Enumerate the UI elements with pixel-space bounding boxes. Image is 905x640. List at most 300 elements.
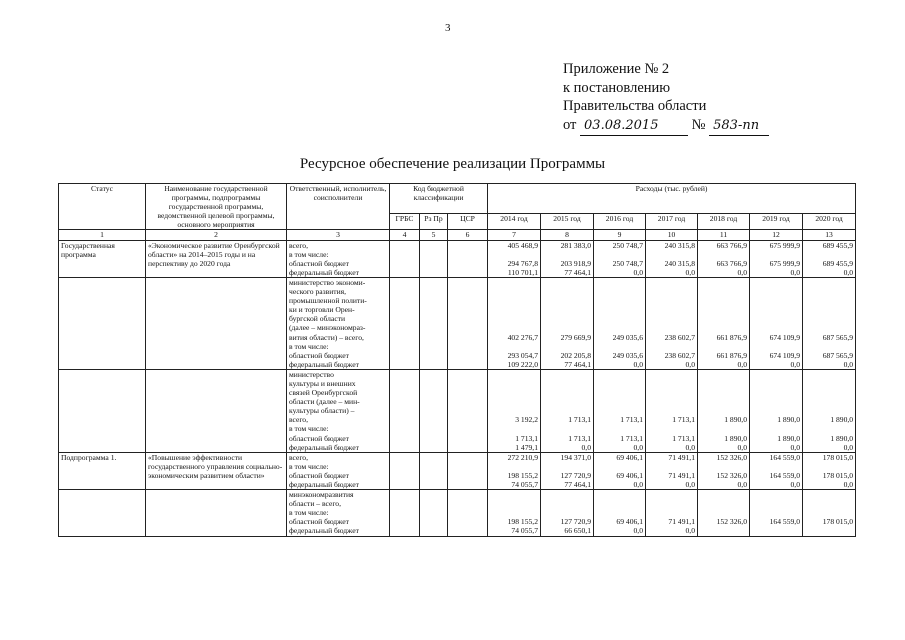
expense-value: 74 055,7 <box>511 526 538 536</box>
row-year-values <box>698 277 750 369</box>
row-year-values <box>698 490 750 536</box>
expense-value: 152 326,0 <box>716 452 747 462</box>
responsible-line: области (далее – мин- <box>289 397 360 407</box>
table-row <box>59 452 856 489</box>
expense-value: 71 491,1 <box>668 452 695 462</box>
expense-value <box>700 388 747 397</box>
expense-value <box>543 342 591 351</box>
expense-value <box>700 323 747 332</box>
expense-value: 1 713,1 <box>620 433 643 443</box>
expense-value: 0,0 <box>843 359 854 369</box>
expense-value <box>805 397 853 406</box>
expense-value <box>805 462 853 471</box>
expense-value: 661 876,9 <box>716 332 747 342</box>
row-csr <box>448 277 488 369</box>
expense-value <box>700 342 747 351</box>
expense-value <box>700 526 747 535</box>
expense-value: 238 602,7 <box>664 350 695 360</box>
expense-value: 77 464,1 <box>564 480 591 489</box>
expense-value <box>805 287 853 296</box>
expense-value: 281 383,0 <box>560 240 591 250</box>
row-grbs <box>390 240 420 277</box>
expense-value <box>596 323 643 332</box>
responsible-line: бургской области <box>289 314 346 324</box>
expense-value: 127 720,9 <box>560 517 591 527</box>
responsible-line: областной бюджет <box>289 470 349 480</box>
expense-value: 1 890,0 <box>777 415 800 425</box>
responsible-line: министерство <box>289 369 334 379</box>
expense-value <box>648 424 695 433</box>
row-year-values <box>594 277 646 369</box>
expense-value <box>805 250 853 259</box>
header-csr: ЦСР <box>448 214 488 230</box>
expense-value: 687 565,9 <box>822 350 854 360</box>
expense-value: 127 720,9 <box>560 470 591 480</box>
row-year-values <box>750 369 803 452</box>
page-number: 3 <box>445 22 451 34</box>
expense-value <box>648 462 695 471</box>
responsible-line: областной бюджет <box>289 433 349 443</box>
expense-value <box>805 305 853 314</box>
row-year-values <box>541 240 594 277</box>
row-year-values <box>488 240 541 277</box>
expense-value: 250 748,7 <box>612 240 643 250</box>
expense-value <box>596 287 643 296</box>
expense-value: 0,0 <box>633 480 643 489</box>
expense-value <box>752 397 800 406</box>
expense-value: 0,0 <box>737 442 747 452</box>
expense-value <box>596 342 643 351</box>
expense-value: 0,0 <box>790 267 800 277</box>
row-responsible <box>287 240 390 277</box>
header-responsible: Ответственный, исполнитель, соисполнители <box>287 184 390 230</box>
expense-value <box>700 397 747 406</box>
expense-value: 178 015,0 <box>822 517 854 527</box>
expense-value: 0,0 <box>685 359 695 369</box>
row-responsible <box>287 277 390 369</box>
expense-value: 663 766,9 <box>716 240 747 250</box>
expense-value: 0,0 <box>737 267 747 277</box>
expense-value: 293 054,7 <box>507 350 538 360</box>
expense-value <box>700 305 747 314</box>
expense-value: 250 748,7 <box>612 258 643 268</box>
expense-value <box>700 424 747 433</box>
expense-value <box>543 287 591 296</box>
resource-table <box>58 183 856 537</box>
expense-value <box>490 287 538 296</box>
expense-value: 203 918,9 <box>560 258 591 268</box>
expense-value <box>490 508 538 517</box>
row-year-values <box>541 277 594 369</box>
row-year-values <box>698 452 750 489</box>
row-year-values <box>803 452 856 489</box>
column-number: 12 <box>750 230 803 240</box>
responsible-line: федеральный бюджет <box>289 480 359 489</box>
row-grbs <box>390 490 420 536</box>
responsible-line: в том числе: <box>289 508 329 518</box>
expense-value <box>596 379 643 388</box>
expense-value <box>490 424 538 433</box>
expense-value <box>596 499 643 508</box>
row-grbs <box>390 369 420 452</box>
row-responsible <box>287 490 390 536</box>
responsible-line: всего, <box>289 240 308 250</box>
expense-value <box>805 370 853 379</box>
row-year-values <box>488 452 541 489</box>
expense-value: 0,0 <box>685 267 695 277</box>
expense-value <box>648 397 695 406</box>
header-program-name: Наименование государственной программы, подпрограммы государственной программы, ведомственной целевой программы, основного мероприятия <box>146 184 287 230</box>
expense-value <box>700 406 747 415</box>
expense-value <box>700 462 747 471</box>
expense-value <box>543 278 591 287</box>
expense-value: 74 055,7 <box>511 480 538 489</box>
responsible-line: федеральный бюджет <box>289 442 359 452</box>
row-year-values <box>488 490 541 536</box>
row-year-values <box>750 452 803 489</box>
expense-value: 1 713,1 <box>568 415 591 425</box>
expense-value <box>543 323 591 332</box>
expense-value <box>700 314 747 323</box>
expense-value: 240 315,8 <box>664 240 695 250</box>
expense-value <box>490 250 538 259</box>
expense-value: 69 406,1 <box>616 470 643 480</box>
expense-value <box>490 314 538 323</box>
expense-value <box>752 250 800 259</box>
appendix-line-1: Приложение № 2 <box>563 61 670 77</box>
expense-value: 661 876,9 <box>716 350 747 360</box>
expense-value <box>752 499 800 508</box>
column-number: 11 <box>698 230 750 240</box>
table-row <box>59 240 856 277</box>
column-number: 7 <box>488 230 541 240</box>
expense-value <box>648 370 695 379</box>
row-program-name <box>146 277 287 369</box>
expense-value: 0,0 <box>633 267 643 277</box>
row-status <box>59 369 146 452</box>
expense-value: 164 559,0 <box>769 452 800 462</box>
expense-value <box>700 278 747 287</box>
row-year-values <box>646 452 698 489</box>
expense-value <box>543 499 591 508</box>
row-rzpr <box>420 277 448 369</box>
responsible-line: федеральный бюджет <box>289 526 359 536</box>
expense-value: 71 491,1 <box>668 470 695 480</box>
expense-value <box>596 490 643 499</box>
appendix-date-line <box>563 116 769 137</box>
row-status: Подпрограмма 1. <box>59 452 146 489</box>
row-responsible <box>287 452 390 489</box>
expense-value <box>700 250 747 259</box>
expense-value: 272 210,9 <box>507 452 538 462</box>
header-status: Статус <box>59 184 146 230</box>
expense-value: 1 479,1 <box>515 442 538 452</box>
responsible-line: ческого развития, <box>289 287 347 297</box>
expense-value: 202 205,8 <box>560 350 591 360</box>
expense-value <box>596 424 643 433</box>
expense-value: 198 155,2 <box>507 470 538 480</box>
expense-value <box>805 314 853 323</box>
appendix-line-3: Правительства области <box>563 98 707 114</box>
expense-value <box>700 379 747 388</box>
expense-value <box>805 490 853 499</box>
row-status <box>59 277 146 369</box>
row-year-values <box>698 240 750 277</box>
expense-value <box>543 314 591 323</box>
number-label: № <box>691 116 706 133</box>
row-rzpr <box>420 369 448 452</box>
table-row <box>59 369 856 452</box>
row-program-name: «Повышение эффективности государственного управления социально-экономическим развитием области» <box>146 452 287 489</box>
expense-value <box>805 379 853 388</box>
expense-value <box>490 379 538 388</box>
expense-value <box>543 424 591 433</box>
expense-value <box>490 499 538 508</box>
header-year: 2015 год <box>541 214 594 230</box>
row-csr <box>448 240 488 277</box>
expense-value <box>752 305 800 314</box>
row-rzpr <box>420 452 448 489</box>
responsible-line: федеральный бюджет <box>289 359 359 369</box>
row-year-values <box>541 369 594 452</box>
expense-value: 1 890,0 <box>777 433 800 443</box>
expense-value <box>752 314 800 323</box>
expense-value: 279 669,9 <box>560 332 591 342</box>
expense-value: 1 890,0 <box>830 433 854 443</box>
expense-value: 0,0 <box>685 526 695 536</box>
expense-value <box>596 296 643 305</box>
header-year: 2017 год <box>646 214 698 230</box>
expense-value: 249 035,6 <box>612 332 643 342</box>
expense-value: 178 015,0 <box>822 452 854 462</box>
column-number: 9 <box>594 230 646 240</box>
responsible-line: в том числе: <box>289 461 329 471</box>
responsible-line: министерство экономи- <box>289 277 366 287</box>
document-title: Ресурсное обеспечение реализации Программы <box>299 156 606 172</box>
expense-value <box>700 370 747 379</box>
row-year-values <box>488 277 541 369</box>
expense-value: 0,0 <box>633 359 643 369</box>
expense-value: 1 713,1 <box>620 415 643 425</box>
handwritten-date: 03.08.2015 <box>580 117 688 137</box>
row-year-values <box>594 452 646 489</box>
expense-value <box>700 287 747 296</box>
expense-value <box>648 490 695 499</box>
expense-value: 240 315,8 <box>664 258 695 268</box>
expense-value: 0,0 <box>843 267 854 277</box>
expense-value: 689 455,9 <box>822 258 854 268</box>
expense-value <box>805 342 853 351</box>
expense-value <box>543 296 591 305</box>
expense-value: 66 650,1 <box>564 526 591 536</box>
expense-value <box>805 526 853 535</box>
header-year: 2014 год <box>488 214 541 230</box>
row-year-values <box>541 452 594 489</box>
expense-value <box>805 424 853 433</box>
expense-value <box>490 388 538 397</box>
expense-value <box>543 462 591 471</box>
responsible-line: ки и торговли Орен- <box>289 305 355 315</box>
expense-value <box>648 342 695 351</box>
expense-value: 0,0 <box>737 480 747 489</box>
expense-value <box>543 305 591 314</box>
table-body <box>59 240 856 536</box>
expense-value <box>752 379 800 388</box>
expense-value: 674 109,9 <box>769 332 800 342</box>
responsible-line: вития области) – всего, <box>289 332 364 342</box>
appendix-line-2: к постановлению <box>563 79 671 96</box>
expense-value <box>596 397 643 406</box>
from-label: от <box>563 116 577 133</box>
expense-value: 110 701,1 <box>507 267 538 277</box>
expense-value: 0,0 <box>685 442 695 452</box>
expense-value <box>752 296 800 305</box>
row-year-values <box>646 490 698 536</box>
expense-value <box>596 388 643 397</box>
expense-value <box>490 406 538 415</box>
header-rzpr: Рз Пр <box>420 214 448 230</box>
expense-value: 238 602,7 <box>664 332 695 342</box>
header-year: 2020 год <box>803 214 856 230</box>
expense-value <box>490 397 538 406</box>
row-year-values <box>803 277 856 369</box>
expense-value <box>752 406 800 415</box>
expense-value <box>648 388 695 397</box>
expense-value <box>752 424 800 433</box>
expense-value: 1 713,1 <box>672 415 695 425</box>
responsible-line: областной бюджет <box>289 350 349 360</box>
expense-value <box>596 314 643 323</box>
expense-value <box>805 296 853 305</box>
expense-value <box>805 406 853 415</box>
expense-value <box>490 462 538 471</box>
expense-value: 663 766,9 <box>716 258 747 268</box>
expense-value <box>596 278 643 287</box>
row-rzpr <box>420 490 448 536</box>
responsible-line: в том числе: <box>289 341 329 351</box>
expense-value: 1 890,0 <box>830 415 854 425</box>
expense-value: 0,0 <box>737 359 747 369</box>
expense-value: 77 464,1 <box>564 359 591 369</box>
expense-value: 0,0 <box>581 442 591 452</box>
column-number: 1 <box>59 230 146 240</box>
expense-value <box>752 370 800 379</box>
expense-value <box>543 490 591 499</box>
expense-value <box>648 287 695 296</box>
row-program-name <box>146 369 287 452</box>
expense-value <box>648 406 695 415</box>
expense-value <box>700 296 747 305</box>
expense-value: 198 155,2 <box>507 517 538 527</box>
expense-value <box>700 499 747 508</box>
expense-value: 178 015,0 <box>822 470 854 480</box>
expense-value: 249 035,6 <box>612 350 643 360</box>
expense-value: 689 455,9 <box>822 240 854 250</box>
expense-value: 1 890,0 <box>724 415 747 425</box>
responsible-line: минэкономразвития <box>289 490 354 500</box>
header-year: 2018 год <box>698 214 750 230</box>
expense-value: 194 371,0 <box>560 452 591 462</box>
expense-value <box>648 278 695 287</box>
row-year-values <box>646 240 698 277</box>
row-status <box>59 490 146 536</box>
expense-value: 675 999,9 <box>769 258 800 268</box>
expense-value: 402 276,7 <box>507 332 538 342</box>
column-number-row <box>59 230 856 240</box>
expense-value <box>490 323 538 332</box>
expense-value: 674 109,9 <box>769 350 800 360</box>
row-year-values <box>594 240 646 277</box>
header-expenses: Расходы (тыс. рублей) <box>488 184 856 214</box>
expense-value: 152 326,0 <box>716 470 747 480</box>
table-row <box>59 490 856 536</box>
column-number: 13 <box>803 230 856 240</box>
expense-value <box>752 526 800 535</box>
expense-value: 0,0 <box>633 442 643 452</box>
row-csr <box>448 369 488 452</box>
responsible-line: в том числе: <box>289 249 329 259</box>
expense-value: 69 406,1 <box>616 517 643 527</box>
responsible-line: связей Оренбургской <box>289 388 358 398</box>
responsible-line: (далее – минэкономраз- <box>289 323 366 333</box>
row-year-values <box>750 277 803 369</box>
expense-value <box>805 508 853 517</box>
column-number: 5 <box>420 230 448 240</box>
expense-value: 0,0 <box>843 442 854 452</box>
expense-value: 294 767,8 <box>507 258 538 268</box>
row-status: Государственная программа <box>59 240 146 277</box>
row-csr <box>448 490 488 536</box>
row-program-name <box>146 490 287 536</box>
row-year-values <box>646 369 698 452</box>
responsible-line: областной бюджет <box>289 258 349 268</box>
expense-value <box>648 379 695 388</box>
expense-value <box>596 305 643 314</box>
header-row-1 <box>59 184 856 214</box>
responsible-line: культуры и внешних <box>289 378 356 388</box>
expense-value <box>648 305 695 314</box>
responsible-line: федеральный бюджет <box>289 267 359 277</box>
header-year: 2016 год <box>594 214 646 230</box>
expense-value: 675 999,9 <box>769 240 800 250</box>
expense-value: 3 192,2 <box>515 415 538 425</box>
row-responsible <box>287 369 390 452</box>
expense-value: 164 559,0 <box>769 470 800 480</box>
responsible-line: всего, <box>289 452 308 462</box>
expense-value <box>805 278 853 287</box>
expense-value <box>543 250 591 259</box>
row-year-values <box>803 240 856 277</box>
handwritten-number: 583-пп <box>709 117 769 137</box>
expense-value <box>700 490 747 499</box>
column-number: 4 <box>390 230 420 240</box>
responsible-line: всего, <box>289 415 308 425</box>
expense-value <box>596 462 643 471</box>
row-year-values <box>541 490 594 536</box>
row-year-values <box>750 240 803 277</box>
row-grbs <box>390 277 420 369</box>
expense-value <box>752 490 800 499</box>
row-year-values <box>646 277 698 369</box>
expense-value: 0,0 <box>790 480 800 489</box>
appendix-block <box>563 60 769 136</box>
expense-value <box>752 278 800 287</box>
expense-value <box>596 370 643 379</box>
row-year-values <box>803 369 856 452</box>
expense-value <box>805 388 853 397</box>
expense-value: 109 222,0 <box>507 359 538 369</box>
expense-value: 1 713,1 <box>568 433 591 443</box>
